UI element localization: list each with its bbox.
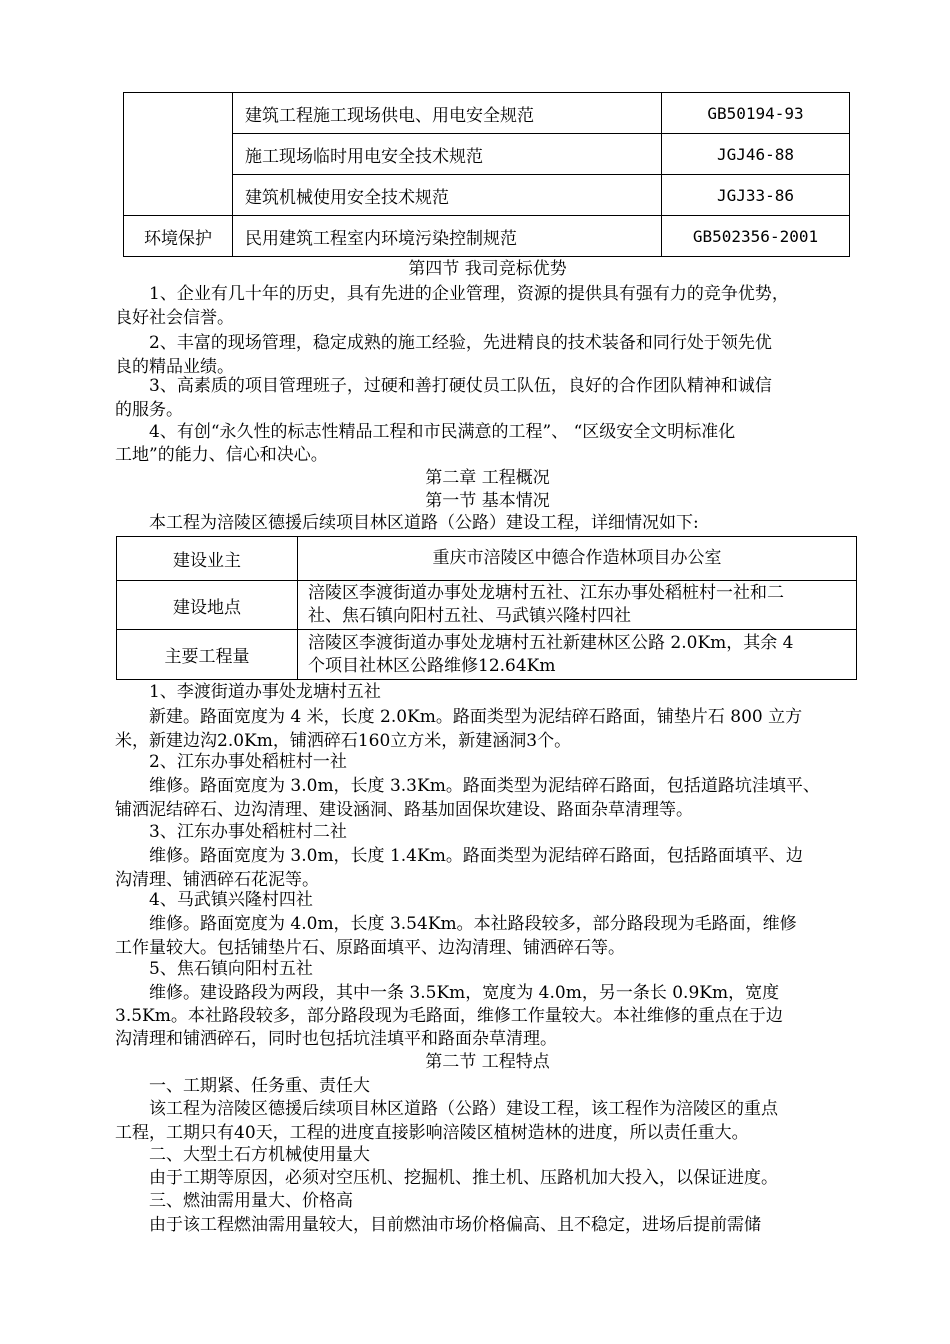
point-title: 一、工期紧、任务重、责任大 <box>149 1076 370 1096</box>
point-title: 二、大型土石方机械使用量大 <box>149 1145 370 1165</box>
paragraph-line: 工地”的能力、信心和决心。 <box>115 445 328 465</box>
paragraph-line: 良好社会信誉。 <box>115 308 234 328</box>
project-info-table <box>116 536 857 680</box>
intro-line: 本工程为涪陵区德援后续项目林区道路（公路）建设工程，详细情况如下: <box>149 513 699 533</box>
standards-table <box>123 92 850 257</box>
paragraph-line: 3、高素质的项目管理班子，过硬和善打硬仗员工队伍，良好的合作团队精神和诚信 <box>149 376 772 396</box>
standard-code: JGJ33-86 <box>662 175 850 216</box>
info-key: 主要工程量 <box>117 630 298 680</box>
paragraph-line: 由于工期等原因，必须对空压机、挖掘机、推土机、压路机加大投入，以保证进度。 <box>149 1168 778 1188</box>
info-value <box>298 537 857 581</box>
info-value-line: 个项目社林区公路维修12.64Km <box>308 655 556 676</box>
paragraph-line: 4、有创“永久性的标志性精品工程和市民满意的工程”、 “区级安全文明标准化 <box>149 422 736 442</box>
standard-name: 建筑机械使用安全技术规范 <box>233 175 662 216</box>
info-key: 建设业主 <box>117 537 298 581</box>
standard-code: JGJ46-88 <box>662 134 850 175</box>
paragraph-line: 2、丰富的现场管理，稳定成熟的施工经验，先进精良的技术装备和同行处于领先优 <box>149 333 772 353</box>
standard-name: 民用建筑工程室内环境污染控制规范 <box>233 216 662 257</box>
point-title: 三、燃油需用量大、价格高 <box>149 1191 353 1211</box>
paragraph-line: 维修。建设路段为两段，其中一条 3.5Km，宽度为 4.0m，另一条长 0.9Km，宽度 <box>149 983 780 1003</box>
paragraph-line: 该工程为涪陵区德援后续项目林区道路（公路）建设工程，该工程作为涪陵区的重点 <box>149 1099 778 1119</box>
paragraph-line: 沟清理、铺洒碎石花泥等。 <box>115 870 319 890</box>
table-row <box>124 134 850 175</box>
paragraph-line: 维修。路面宽度为 3.0m，长度 3.3Km。路面类型为泥结碎石路面，包括道路坑洼填平、 <box>149 776 820 796</box>
item-title: 3、江东办事处稻桩村二社 <box>149 822 347 842</box>
standard-name: 建筑工程施工现场供电、用电安全规范 <box>233 93 662 134</box>
paragraph-line: 维修。路面宽度为 4.0m，长度 3.54Km。本社路段较多，部分路段现为毛路面，维修 <box>149 914 797 934</box>
info-value-line: 重庆市涪陵区中德合作造林项目办公室 <box>432 548 722 568</box>
chapter-heading: 第二章 工程概况 <box>425 468 550 488</box>
paragraph-line: 工作量较大。包括铺垫片石、原路面填平、边沟清理、铺洒碎石等。 <box>115 938 625 958</box>
paragraph-line: 工程，工期只有40天，工程的进度直接影响涪陵区植树造林的进度，所以责任重大。 <box>115 1123 749 1143</box>
item-title: 1、李渡街道办事处龙塘村五社 <box>149 682 381 702</box>
paragraph-line: 的服务。 <box>115 400 183 420</box>
paragraph-line: 维修。路面宽度为 3.0m，长度 1.4Km。路面类型为泥结碎石路面，包括路面填平、边 <box>149 846 803 866</box>
info-value-line: 涪陵区李渡街道办事处龙塘村五社新建林区公路 2.0Km，其余 4 <box>308 632 794 653</box>
category-cell <box>124 93 233 216</box>
table-row <box>117 630 857 680</box>
paragraph-line: 良的精品业绩。 <box>115 357 234 377</box>
table-row <box>124 175 850 216</box>
table-row <box>124 216 850 257</box>
paragraph-line: 沟清理和铺洒碎石，同时也包括坑洼填平和路面杂草清理。 <box>115 1029 557 1049</box>
paragraph-line: 由于该工程燃油需用量较大，目前燃油市场价格偏高、且不稳定，进场后提前需储 <box>149 1215 761 1235</box>
section-heading: 第一节 基本情况 <box>425 491 550 511</box>
table-row <box>117 537 857 581</box>
paragraph-line: 米，新建边沟2.0Km，铺洒碎石160立方米，新建涵洞3个。 <box>115 731 572 751</box>
section-heading: 第二节 工程特点 <box>425 1052 550 1072</box>
section-heading: 第四节 我司竞标优势 <box>408 259 567 279</box>
standard-code: GB50194-93 <box>662 93 850 134</box>
paragraph-line: 铺洒泥结碎石、边沟清理、建设涵洞、路基加固保坎建设、路面杂草清理等。 <box>115 800 693 820</box>
standard-name: 施工现场临时用电安全技术规范 <box>233 134 662 175</box>
item-title: 4、马武镇兴隆村四社 <box>149 890 313 910</box>
paragraph-line: 3.5Km。本社路段较多，部分路段现为毛路面，维修工作量较大。本社维修的重点在于边 <box>115 1006 783 1026</box>
standard-code: GB502356-2001 <box>662 216 850 257</box>
info-value-line: 涪陵区李渡街道办事处龙塘村五社、江东办事处稻桩村一社和二 <box>308 583 784 603</box>
info-value <box>298 630 857 680</box>
item-title: 5、焦石镇向阳村五社 <box>149 959 313 979</box>
info-key: 建设地点 <box>117 581 298 630</box>
category-cell: 环境保护 <box>124 216 233 257</box>
item-title: 2、江东办事处稻桩村一社 <box>149 752 347 772</box>
paragraph-line: 1、企业有几十年的历史，具有先进的企业管理，资源的提供具有强有力的竞争优势， <box>149 284 789 304</box>
paragraph-line: 新建。路面宽度为 4 米，长度 2.0Km。路面类型为泥结碎石路面，铺垫片石 800 立方 <box>149 707 803 727</box>
table-row <box>117 581 857 630</box>
info-value-line: 社、焦石镇向阳村五社、马武镇兴隆村四社 <box>308 606 631 626</box>
info-value <box>298 581 857 630</box>
table-row <box>124 93 850 134</box>
